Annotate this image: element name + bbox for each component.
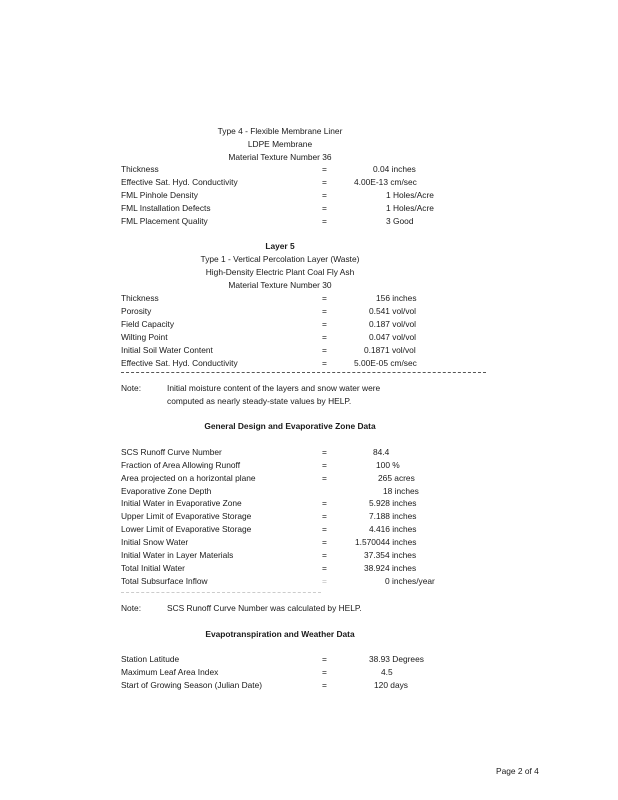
row-label: Maximum Leaf Area Index: [121, 667, 219, 677]
row-value: 120 days: [374, 680, 408, 690]
layer5-type: Type 1 - Vertical Percolation Layer (Waste): [200, 254, 360, 264]
row-label: Thickness: [121, 164, 159, 174]
liner-texture: Material Texture Number 36: [228, 152, 332, 162]
row-label: Total Subsurface Inflow: [121, 576, 208, 586]
row-eq: =: [322, 306, 327, 316]
row-value: 1.570044 inches: [355, 537, 417, 547]
row-value: 100 %: [376, 460, 400, 470]
row-label: Porosity: [121, 306, 152, 316]
row-value: 84.4: [373, 447, 390, 457]
weather-heading: Evapotranspiration and Weather Data: [205, 629, 355, 639]
row-label: Evaporative Zone Depth: [121, 486, 212, 496]
layer5-heading: Layer 5: [265, 241, 295, 251]
note2-line1: SCS Runoff Curve Number was calculated by HELP.: [167, 603, 362, 613]
note2-label: Note:: [121, 603, 142, 613]
row-label: Total Initial Water: [121, 563, 185, 573]
row-value: 0.04 inches: [373, 164, 416, 174]
liner-title: Type 4 - Flexible Membrane Liner: [217, 126, 343, 136]
layer5-material: High-Density Electric Plant Coal Fly Ash: [205, 267, 355, 277]
section-divider-faint: [121, 592, 321, 593]
row-value: 1 Holes/Acre: [386, 203, 434, 213]
row-value: 0.541 vol/vol: [369, 306, 417, 316]
row-label: Station Latitude: [121, 654, 180, 664]
row-eq: =: [322, 203, 327, 213]
row-eq: =: [322, 460, 327, 470]
row-label: SCS Runoff Curve Number: [121, 447, 222, 457]
row-eq: =: [322, 345, 327, 355]
row-eq: =: [322, 319, 327, 329]
row-value: 3 Good: [386, 216, 414, 226]
row-eq: =: [322, 576, 327, 586]
design-heading: General Design and Evaporative Zone Data: [204, 421, 376, 431]
row-value: 7.188 inches: [369, 511, 417, 521]
layer5-texture: Material Texture Number 30: [228, 280, 332, 290]
row-eq: =: [322, 667, 327, 677]
row-label: Upper Limit of Evaporative Storage: [121, 511, 252, 521]
row-value: 38.93 Degrees: [369, 654, 424, 664]
section-divider: [121, 372, 486, 373]
liner-subtitle: LDPE Membrane: [247, 139, 313, 149]
row-label: Initial Water in Evaporative Zone: [121, 498, 242, 508]
row-eq: =: [322, 447, 327, 457]
row-label: Initial Water in Layer Materials: [121, 550, 234, 560]
row-label: Effective Sat. Hyd. Conductivity: [121, 177, 238, 187]
row-label: FML Pinhole Density: [121, 190, 198, 200]
row-eq: =: [322, 216, 327, 226]
row-eq: =: [322, 293, 327, 303]
row-value: 4.5: [381, 667, 393, 677]
row-value: 38.924 inches: [364, 563, 417, 573]
row-value: 5.00E-05 cm/sec: [354, 358, 417, 368]
row-value: 156 inches: [376, 293, 417, 303]
row-value: 0.047 vol/vol: [369, 332, 417, 342]
row-value: 4.00E-13 cm/sec: [354, 177, 417, 187]
row-eq: =: [322, 524, 327, 534]
page-number: Page 2 of 4: [496, 766, 539, 776]
row-eq: =: [322, 563, 327, 573]
note1-label: Note:: [121, 383, 142, 393]
row-eq: =: [322, 550, 327, 560]
row-eq: =: [322, 654, 327, 664]
row-label: Fraction of Area Allowing Runoff: [121, 460, 241, 470]
row-value: 1 Holes/Acre: [386, 190, 434, 200]
row-label: Initial Snow Water: [121, 537, 189, 547]
row-label: Area projected on a horizontal plane: [121, 473, 256, 483]
row-label: Wilting Point: [121, 332, 168, 342]
row-label: FML Installation Defects: [121, 203, 211, 213]
row-eq: =: [322, 498, 327, 508]
row-value: 0.187 vol/vol: [369, 319, 417, 329]
row-label: Field Capacity: [121, 319, 175, 329]
row-value: 0 inches/year: [385, 576, 435, 586]
row-label: Initial Soil Water Content: [121, 345, 213, 355]
row-eq: =: [322, 537, 327, 547]
row-value: 0.1871 vol/vol: [364, 345, 416, 355]
row-value: 5.928 inches: [369, 498, 417, 508]
note1-line2: computed as nearly steady-state values by HELP.: [167, 396, 352, 406]
row-label: Start of Growing Season (Julian Date): [121, 680, 263, 690]
row-value: 37.354 inches: [364, 550, 417, 560]
row-value: 18 inches: [383, 486, 419, 496]
row-eq: =: [322, 511, 327, 521]
row-eq: =: [322, 190, 327, 200]
row-value: 4.416 inches: [369, 524, 417, 534]
row-label: Effective Sat. Hyd. Conductivity: [121, 358, 238, 368]
row-eq: =: [322, 177, 327, 187]
row-label: Lower Limit of Evaporative Storage: [121, 524, 252, 534]
row-eq: =: [322, 358, 327, 368]
row-eq: =: [322, 680, 327, 690]
row-eq: =: [322, 164, 327, 174]
note1-line1: Initial moisture content of the layers and snow water were: [167, 383, 381, 393]
row-eq: =: [322, 332, 327, 342]
row-label: Thickness: [121, 293, 159, 303]
row-eq: =: [322, 473, 327, 483]
row-value: 265 acres: [378, 473, 415, 483]
row-label: FML Placement Quality: [121, 216, 208, 226]
